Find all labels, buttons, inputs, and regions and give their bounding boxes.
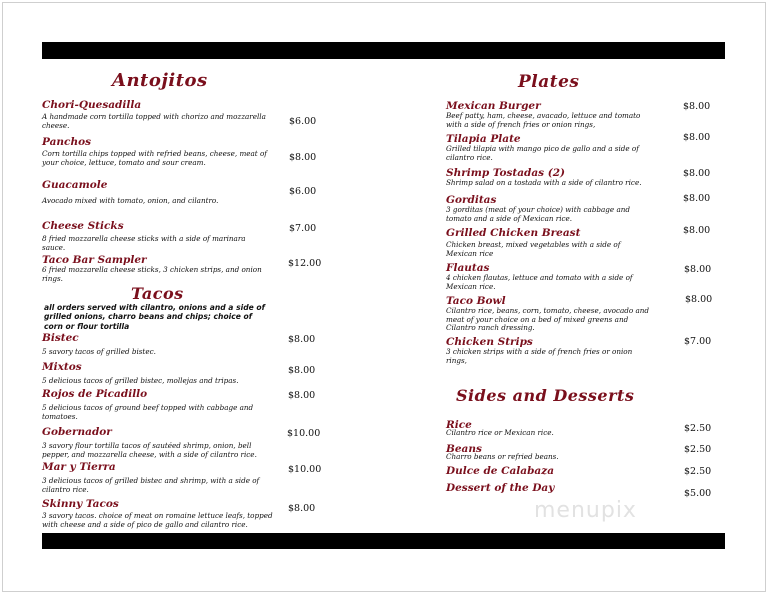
menu-item <box>446 262 646 291</box>
item-description: Grilled tilapia with mango pico de gallo and a side of cilantro rice. <box>446 144 639 162</box>
item-price: $5.00 <box>684 488 712 499</box>
item-name: Gobernador <box>42 426 112 438</box>
item-description: Beef patty, ham, cheese, avacado, lettuce and tomato with a side of french fries or onion rings, <box>446 111 641 129</box>
item-description: Cilantro rice, beans, corn, tomato, cheese, avocado and meat of your choice on a bed of mixed greens and Cilantro ranch dressing. <box>446 306 650 333</box>
item-name: Mexican Burger <box>446 100 541 112</box>
item-name: Guacamole <box>42 179 108 191</box>
menu-item <box>446 443 646 462</box>
menu-item <box>42 498 274 529</box>
item-name: Beans <box>446 443 482 455</box>
item-price: $2.50 <box>684 466 712 477</box>
menu-item <box>446 227 646 258</box>
menu-item <box>446 419 646 438</box>
item-name: Mar y Tierra <box>42 461 116 473</box>
item-name: Dulce de Calabaza <box>446 465 554 477</box>
item-price: $10.00 <box>288 464 322 475</box>
item-name: Shrimp Tostadas (2) <box>446 167 565 179</box>
item-price: $8.00 <box>288 390 316 401</box>
item-price: $7.00 <box>684 336 712 347</box>
menu-item <box>446 133 646 162</box>
item-description: 3 chicken strips with a side of french fries or onion rings, <box>446 347 633 365</box>
item-description: 5 savory tacos of grilled bistec. <box>42 347 156 356</box>
item-name: Flautas <box>446 262 490 274</box>
item-price: $2.50 <box>684 423 712 434</box>
sides-desserts-heading: Sides and Desserts <box>456 386 635 405</box>
item-price: $8.00 <box>288 503 316 514</box>
item-price: $8.00 <box>684 264 712 275</box>
item-name: Bistec <box>42 332 79 344</box>
item-price: $8.00 <box>289 152 317 163</box>
menu-item <box>42 361 270 386</box>
item-price: $2.50 <box>684 444 712 455</box>
item-description: 3 savory tacos. choice of meat on romaine lettuce leafs, topped with cheese and a side of pico de gallo and cilantro rice. <box>42 511 273 529</box>
menu-item <box>446 295 651 333</box>
item-price: $8.00 <box>685 294 713 305</box>
menu-item <box>446 465 646 478</box>
item-name: Gorditas <box>446 194 497 206</box>
menu-item <box>42 388 270 421</box>
menu-item <box>42 136 270 167</box>
item-price: $8.00 <box>683 132 711 143</box>
menu-item <box>42 99 270 130</box>
plates-heading: Plates <box>518 72 580 92</box>
item-name: Chori-Quesadilla <box>42 99 142 111</box>
item-name: Cheese Sticks <box>42 220 124 232</box>
item-name: Chicken Strips <box>446 336 533 348</box>
item-name: Mixtos <box>42 361 82 373</box>
item-description: 4 chicken flautas, lettuce and tomato with a side of Mexican rice. <box>446 273 633 291</box>
menu-item <box>42 461 270 494</box>
item-description: A handmade corn tortilla topped with chorizo and mozzarella cheese. <box>42 112 266 130</box>
menu-item <box>446 167 656 188</box>
item-description: Avocado mixed with tomato, onion, and cilantro. <box>42 196 219 205</box>
menu-item <box>42 426 274 459</box>
item-description: Corn tortilla chips topped with refried beans, cheese, meat of your choice, lettuce, tomato and sour cream. <box>42 149 267 167</box>
item-description: Charro beans or refried beans. <box>446 452 559 461</box>
menu-item <box>42 179 270 206</box>
item-name: Rojos de Picadillo <box>42 388 148 400</box>
menu-item <box>42 220 270 252</box>
item-name: Taco Bowl <box>446 295 506 307</box>
menu-item <box>446 194 646 223</box>
watermark: menupix <box>534 498 637 523</box>
item-price: $6.00 <box>289 186 317 197</box>
menu-item <box>446 336 646 365</box>
item-price: $8.00 <box>683 193 711 204</box>
item-price: $8.00 <box>288 365 316 376</box>
item-price: $7.00 <box>289 223 317 234</box>
item-description: Chicken breast, mixed vegetables with a side of Mexican rice <box>446 240 621 258</box>
item-description: 3 savory flour tortilla tacos of sautéed shrimp, onion, bell pepper, and mozzarella cheese, with a side of cilantro rice. <box>42 441 257 459</box>
antojitos-heading: Antojitos <box>112 70 208 91</box>
item-name: Taco Bar Sampler <box>42 254 147 266</box>
item-price: $12.00 <box>288 258 322 269</box>
item-price: $8.00 <box>683 225 711 236</box>
menu-item <box>446 482 646 495</box>
item-name: Grilled Chicken Breast <box>446 227 581 239</box>
item-name: Tilapia Plate <box>446 133 521 145</box>
top-bar <box>42 42 725 59</box>
item-price: $8.00 <box>288 334 316 345</box>
item-price: $10.00 <box>287 428 321 439</box>
item-name: Skinny Tacos <box>42 498 119 510</box>
item-description: 6 fried mozzarella cheese sticks, 3 chicken strips, and onion rings. <box>42 265 262 283</box>
menu-item <box>42 254 270 283</box>
item-description: 3 delicious tacos of grilled bistec and shrimp, with a side of cilantro rice. <box>42 476 260 494</box>
tacos-note: all orders served with cilantro, onions and a side of grilled onions, charro beans and chips; choice of corn or flour tortilla <box>44 303 265 331</box>
item-description: 3 gorditas (meat of your choice) with cabbage and tomato and a side of Mexican rice. <box>446 205 630 223</box>
item-description: Cilantro rice or Mexican rice. <box>446 428 554 437</box>
item-price: $6.00 <box>289 116 317 127</box>
menu-item <box>446 100 646 129</box>
item-name: Panchos <box>42 136 91 148</box>
item-name: Rice <box>446 419 472 431</box>
menu-item <box>42 332 270 357</box>
item-description: 8 fried mozzarella cheese sticks with a side of marinara sauce. <box>42 234 246 252</box>
tacos-heading: Tacos <box>131 284 184 303</box>
item-description: 5 delicious tacos of ground beef topped with cabbage and tomatoes. <box>42 403 254 421</box>
item-name: Dessert of the Day <box>446 482 555 494</box>
item-description: Shrimp salad on a tostada with a side of cilantro rice. <box>446 178 642 187</box>
item-description: 5 delicious tacos of grilled bistec, mollejas and tripas. <box>42 376 239 385</box>
item-price: $8.00 <box>683 101 711 112</box>
item-price: $8.00 <box>683 168 711 179</box>
bottom-bar <box>42 533 725 549</box>
